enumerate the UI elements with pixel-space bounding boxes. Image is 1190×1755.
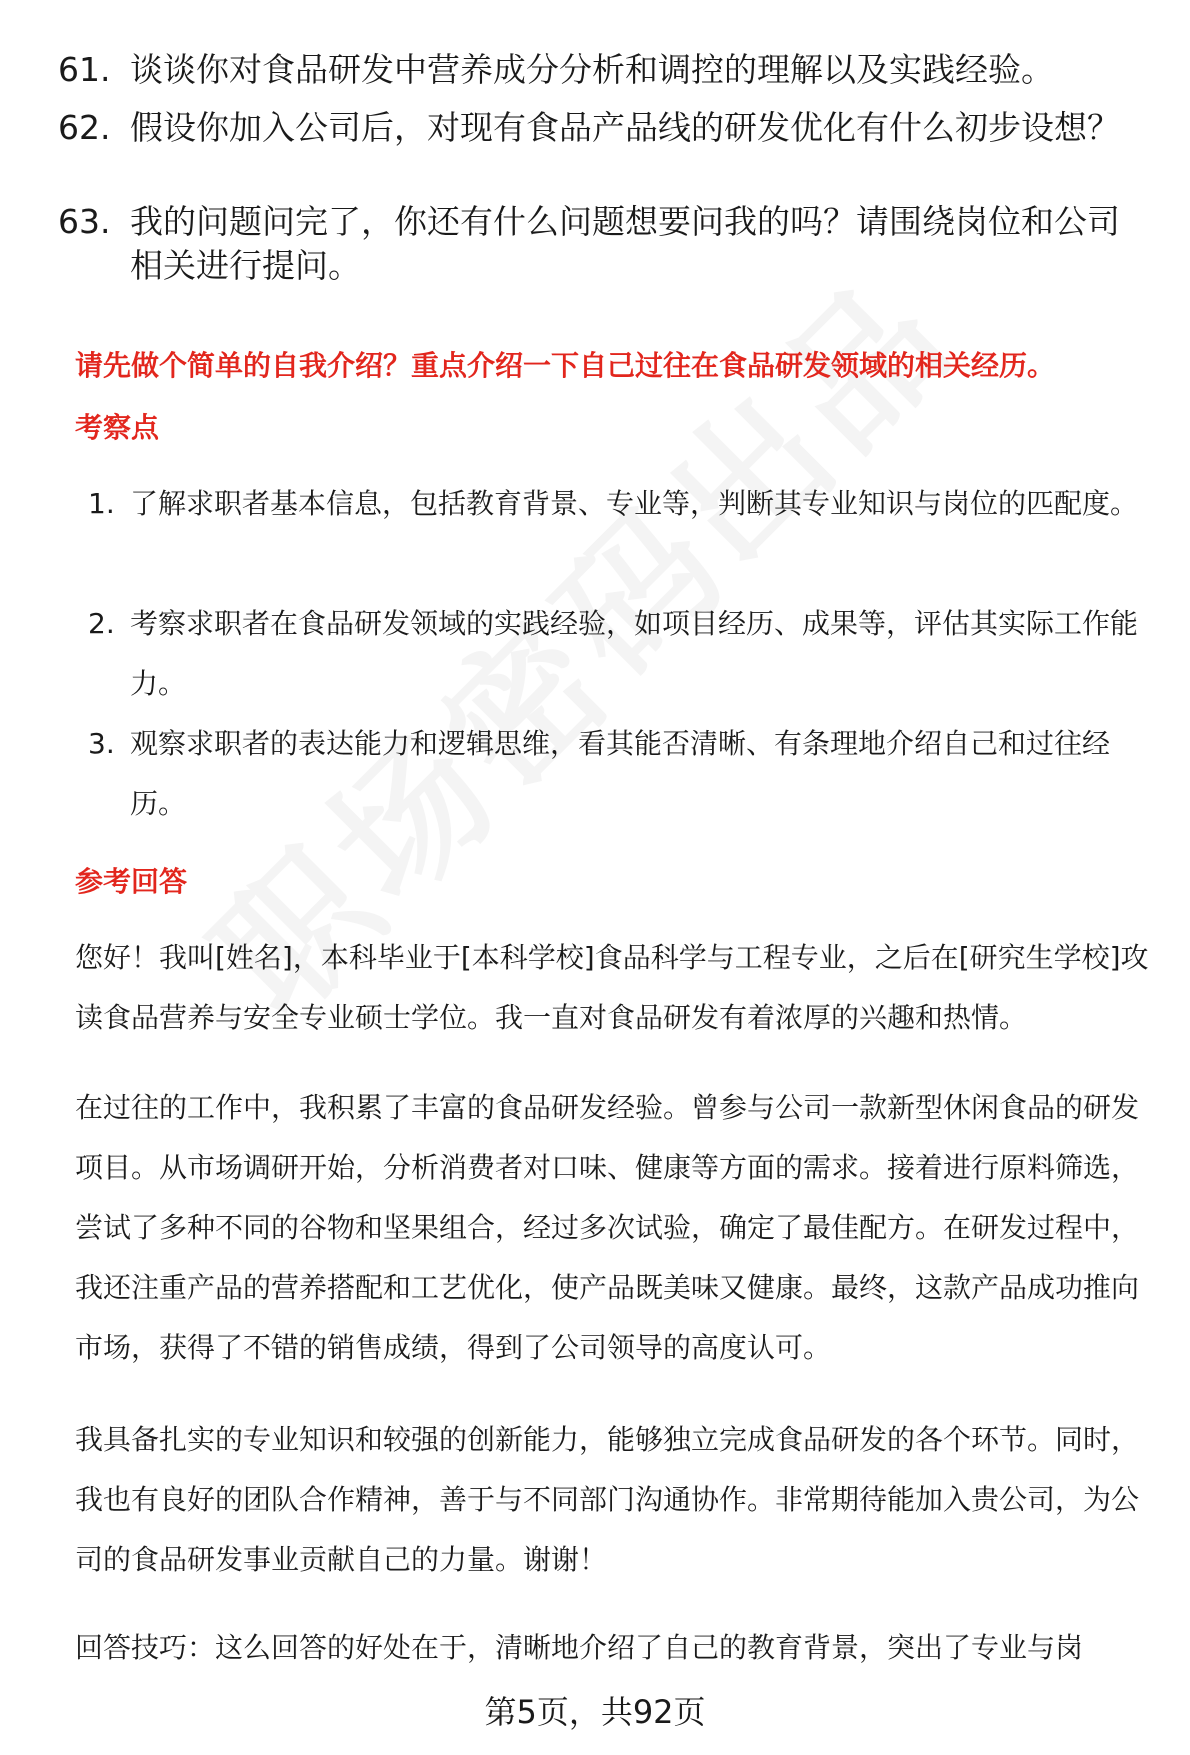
question-number: 62. bbox=[58, 108, 111, 147]
answer-paragraph: 您好！我叫[姓名]，本科毕业于[本科学校]食品科学与工程专业，之后在[研究生学校]攻读食品营养与安全专业硕士学位。我一直对食品研发有着浓厚的兴趣和热情。 bbox=[75, 941, 1149, 1034]
page-number: 第5页，共92页 bbox=[484, 1693, 706, 1731]
list-item-text: 考察求职者在食品研发领域的实践经验，如项目经历、成果等，评估其实际工作能力。 bbox=[130, 607, 1139, 700]
question-text: 假设你加入公司后，对现有食品产品线的研发优化有什么初步设想？ bbox=[130, 108, 1120, 147]
list-item bbox=[88, 714, 1150, 834]
list-item-number: 1. bbox=[88, 487, 115, 520]
answer-paragraph: 我具备扎实的专业知识和较强的创新能力，能够独立完成食品研发的各个环节。同时，我也有良好的团队合作精神，善于与不同部门沟通协作。非常期待能加入贵公司，为公司的食品研发事业贡献自己的力量。谢谢！ bbox=[75, 1423, 1140, 1576]
question-63 bbox=[58, 200, 1150, 288]
list-item-number: 2. bbox=[88, 607, 115, 640]
list-item bbox=[88, 594, 1150, 714]
question-text: 谈谈你对食品研发中营养成分分析和调控的理解以及实践经验。 bbox=[130, 50, 1054, 89]
answer-tip: 回答技巧：这么回答的好处在于，清晰地介绍了自己的教育背景，突出了专业与岗 bbox=[75, 1631, 1084, 1664]
list-item-text: 了解求职者基本信息，包括教育背景、专业等，判断其专业知识与岗位的匹配度。 bbox=[130, 487, 1139, 520]
answer-heading: 参考回答 bbox=[75, 865, 188, 898]
list-item bbox=[88, 474, 1150, 534]
question-61 bbox=[58, 48, 1150, 92]
answer-paragraph: 在过往的工作中，我积累了丰富的食品研发经验。曾参与公司一款新型休闲食品的研发项目。从市场调研开始，分析消费者对口味、健康等方面的需求。接着进行原料筛选，尝试了多种不同的谷物和坚果组合，经过多次试验，确定了最佳配方。在研发过程中，我还注重产品的营养搭配和工艺优化，使产品既美味又健康。最终，这款产品成功推向市场，获得了不错的销售成绩，得到了公司领导的高度认可。 bbox=[75, 1091, 1140, 1364]
question-number: 63. bbox=[58, 202, 111, 241]
question-text: 我的问题问完了，你还有什么问题想要问我的吗？请围绕岗位和公司相关进行提问。 bbox=[130, 202, 1120, 285]
list-item-number: 3. bbox=[88, 727, 115, 760]
question-number: 61. bbox=[58, 50, 111, 89]
question-62 bbox=[58, 106, 1150, 150]
list-item-text: 观察求职者的表达能力和逻辑思维，看其能否清晰、有条理地介绍自己和过往经历。 bbox=[130, 727, 1111, 820]
kaocha-heading: 考察点 bbox=[75, 411, 160, 444]
question-title: 请先做个简单的自我介绍？重点介绍一下自己过往在食品研发领域的相关经历。 bbox=[75, 349, 1056, 382]
